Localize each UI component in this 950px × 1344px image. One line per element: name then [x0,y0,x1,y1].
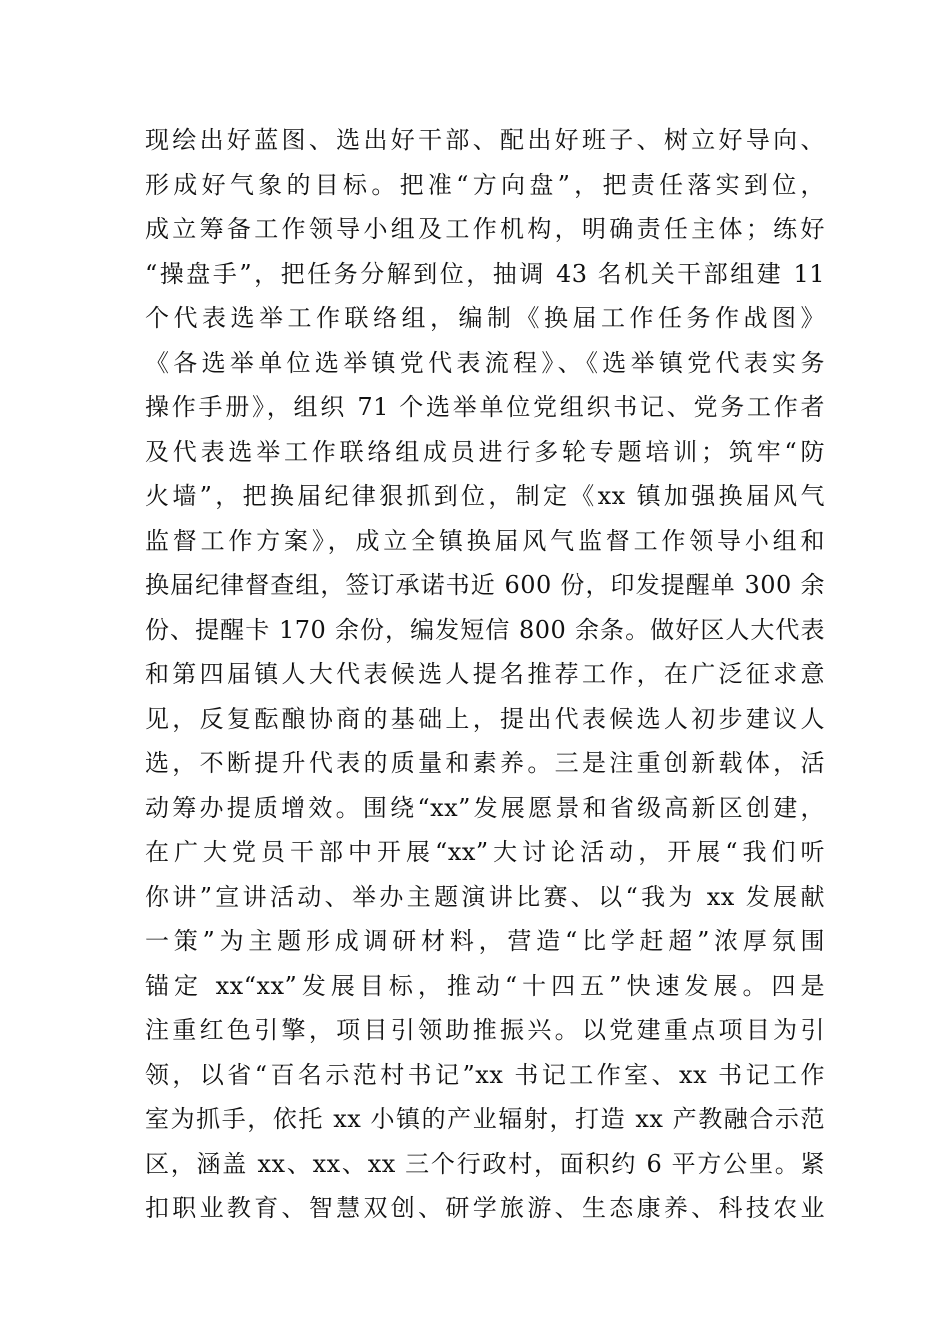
text-line: 成立筹备工作领导小组及工作机构，明确责任主体；练好 [145,215,825,243]
text-line: 《各选举单位选举镇党代表流程》、《选举镇党代表实务 [145,348,825,377]
text-line: 一策”为主题形成调研材料，营造“比学赶超”浓厚氛围 [145,927,825,955]
text-line: 及代表选举工作联络组成员进行多轮专题培训；筑牢“防 [145,437,825,466]
text-line: 个代表选举工作联络组，编制《换届工作任务作战图》 [145,304,825,332]
text-line: 你讲”宣讲活动、举办主题演讲比赛、以“我为 xx 发展献 [145,882,825,911]
text-line: 换届纪律督查组，签订承诺书近 600 份，印发提醒单 300 余 [145,571,825,599]
text-line: 见，反复酝酿协商的基础上，提出代表候选人初步建议人 [145,704,825,733]
text-line: 操作手册》，组织 71 个选举单位党组织书记、党务工作者 [145,393,825,421]
text-line: 选，不断提升代表的质量和素养。三是注重创新载体，活 [145,749,825,777]
text-line: 区，涵盖 xx、xx、xx 三个行政村，面积约 6 平方公里。紧 [145,1149,825,1178]
text-line: 份、提醒卡 170 余份，编发短信 800 余条。做好区人大代表 [145,615,825,644]
text-line: 注重红色引擎，项目引领助推振兴。以党建重点项目为引 [145,1016,825,1044]
text-line: 和第四届镇人大代表候选人提名推荐工作，在广泛征求意 [145,660,825,688]
text-line: 监督工作方案》，成立全镇换届风气监督工作领导小组和 [145,526,825,555]
text-line: 室为抓手，依托 xx 小镇的产业辐射，打造 xx 产教融合示范 [145,1105,825,1133]
text-line: 在广大党员干部中开展“xx”大讨论活动，开展“我们听 [145,838,825,866]
text-line: 扣职业教育、智慧双创、研学旅游、生态康养、科技农业 [145,1194,825,1222]
text-line: “操盘手”，把任务分解到位，抽调 43 名机关干部组建 11 [145,259,825,288]
text-line: 锚定 xx“xx”发展目标，推动“十四五”快速发展。四是 [145,971,825,1000]
text-line: 动筹办提质增效。围绕“xx”发展愿景和省级高新区创建， [145,793,825,822]
body-paragraph [145,118,825,1231]
text-line: 形成好气象的目标。把准“方向盘”，把责任落实到位， [145,170,825,199]
text-line: 现绘出好蓝图、选出好干部、配出好班子、树立好导向、 [145,126,825,154]
text-line: 火墙”，把换届纪律狠抓到位，制定《xx 镇加强换届风气 [145,482,825,510]
text-line: 领，以省“百名示范村书记”xx 书记工作室、xx 书记工作 [145,1060,825,1089]
